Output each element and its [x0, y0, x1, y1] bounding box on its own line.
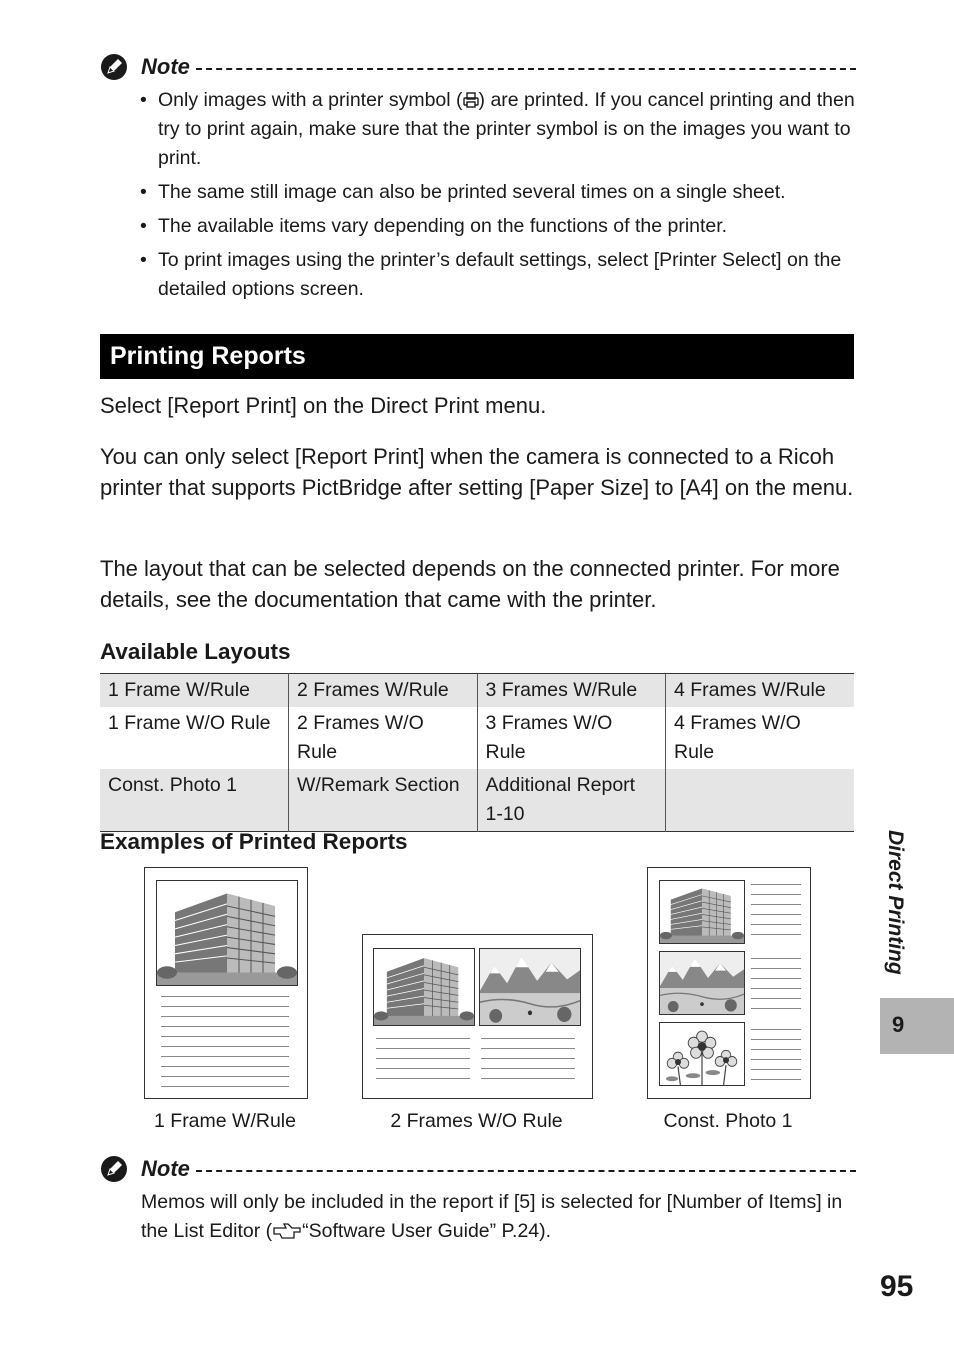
printer-icon [463, 92, 479, 108]
ruled-lines [751, 958, 801, 1018]
ruled-lines [481, 1038, 575, 1088]
example-const-photo-1 [647, 867, 811, 1099]
examples-heading: Examples of Printed Reports [100, 829, 408, 854]
body-paragraph: The layout that can be selected depends on the connected printer. For more details, see the documentation that came with the printer. [100, 556, 840, 612]
note-header [100, 52, 856, 82]
example-1-frame-w-rule [144, 867, 308, 1099]
table-cell: Const. Photo 1 [100, 769, 289, 832]
note-pencil-icon [100, 53, 128, 81]
ruled-lines [751, 1029, 801, 1089]
note-title: Note [141, 54, 190, 79]
example-caption: Const. Photo 1 [663, 1110, 793, 1132]
table-row [100, 674, 854, 708]
table-cell: 4 Frames W/O Rule [666, 707, 855, 769]
chapter-tab [880, 998, 954, 1054]
page-number: 95 [880, 1270, 914, 1303]
chapter-number: 9 [892, 1012, 905, 1037]
chapter-side-label: Direct Printing [884, 830, 907, 975]
table-cell: 2 Frames W/Rule [289, 674, 478, 708]
body-paragraph: Select [Report Print] on the Direct Print menu. [100, 393, 547, 418]
table-cell: W/Remark Section [289, 769, 478, 832]
available-layouts-heading: Available Layouts [100, 639, 291, 664]
building-photo [156, 880, 298, 986]
example-caption: 2 Frames W/O Rule [390, 1110, 563, 1132]
ruled-lines [751, 884, 801, 944]
table-cell: 3 Frames W/Rule [477, 674, 666, 708]
flowers-photo [659, 1022, 745, 1086]
building-photo [373, 948, 475, 1026]
table-cell: 1 Frame W/Rule [100, 674, 289, 708]
landscape-photo [659, 951, 745, 1015]
layouts-table [100, 673, 854, 832]
table-cell: 3 Frames W/O Rule [477, 707, 666, 769]
note-bullet-list [140, 86, 855, 309]
section-title: Printing Reports [110, 342, 306, 370]
note-title: Note [141, 1156, 190, 1181]
section-header [100, 334, 854, 379]
table-cell: 4 Frames W/Rule [666, 674, 855, 708]
building-photo [659, 880, 745, 944]
note-divider [196, 1170, 856, 1172]
note-bullet: • Only images with a printer symbol ( ) are printed. If you cancel printing and then try to print again, make sure that the printer symbol is on the images you want to print. [140, 86, 855, 173]
ruled-lines [161, 996, 289, 1096]
table-row [100, 707, 854, 769]
table-cell: Additional Report 1-10 [477, 769, 666, 832]
note-bullet: • The available items vary depending on the functions of the printer. [140, 212, 855, 241]
landscape-photo [479, 948, 581, 1026]
note-header [100, 1154, 856, 1184]
note-pencil-icon [100, 1155, 128, 1183]
table-cell: 2 Frames W/O Rule [289, 707, 478, 769]
example-caption: 1 Frame W/Rule [154, 1110, 296, 1132]
table-cell [666, 769, 855, 832]
body-paragraph: You can only select [Report Print] when the camera is connected to a Ricoh printer that supports PictBridge after setting [Paper Size] to [A4] on the menu. [100, 444, 854, 500]
table-row [100, 769, 854, 832]
note-text: Memos will only be included in the report if [5] is selected for [Number of Items] in the List Editor ( “Software User Guide” P.24). [141, 1191, 843, 1242]
note-bullet: • To print images using the printer’s default settings, select [Printer Select] on the detailed options screen. [140, 246, 855, 304]
reference-pointing-hand-icon [272, 1222, 302, 1240]
example-2-frames-wo-rule [362, 934, 593, 1099]
note-divider [196, 68, 856, 70]
table-cell: 1 Frame W/O Rule [108, 712, 271, 734]
ruled-lines [376, 1038, 470, 1088]
note-bullet: • The same still image can also be printed several times on a single sheet. [140, 178, 855, 207]
